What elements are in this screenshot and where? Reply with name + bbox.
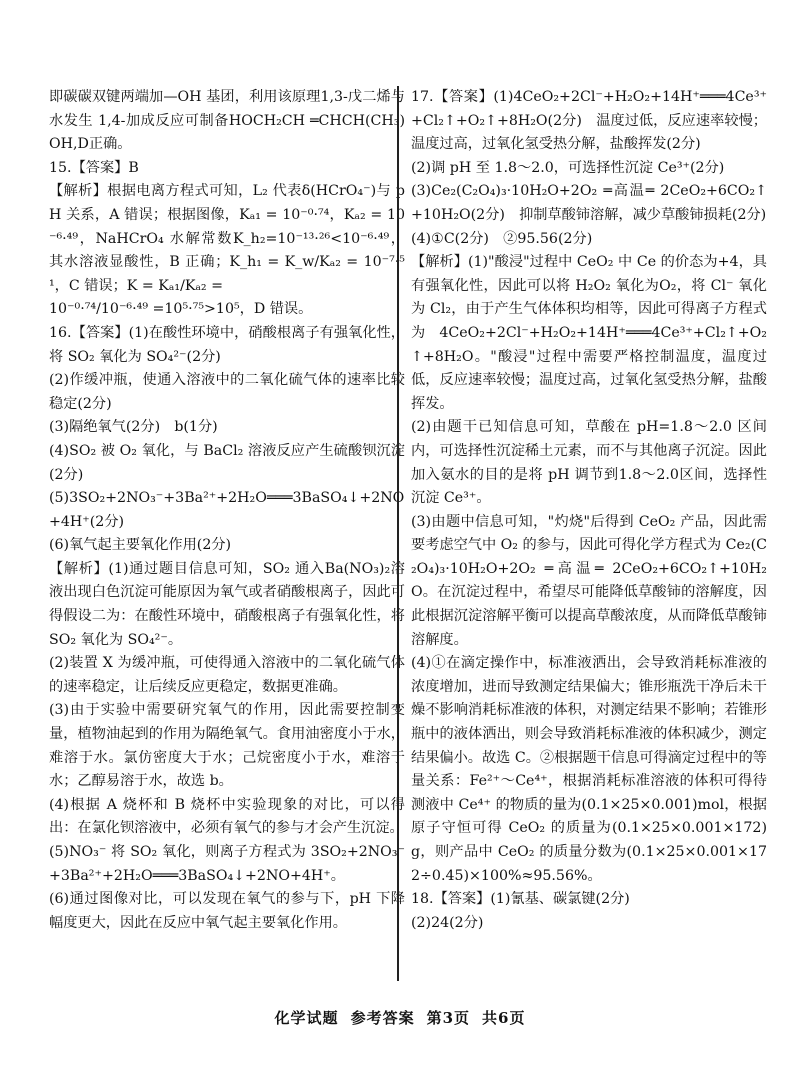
paragraph: (2)由题干已知信息可知，草酸在 pH=1.8～2.0 区间内，可选择性沉淀稀土元素，而不与其他离子沉淀。因此加入氨水的目的是将 pH 调节到1.8～2.0区间，选择性沉淀 Ce³⁺。 bbox=[411, 419, 767, 507]
paragraph: 15.【答案】B bbox=[49, 159, 139, 176]
paragraph: (3)由于实验中需要研究氧气的作用，因此需要控制变量，植物油起到的作用为隔绝氧气。食用油密度小于水，难溶于水。氯仿密度大于水；己烷密度小于水，难溶于水；乙醇易溶于水，故选 b。 bbox=[49, 702, 405, 790]
paragraph: (5)3SO₂+2NO₃⁻+3Ba²⁺+2H₂O═══3BaSO₄↓+2NO+4H⁺(2分) bbox=[49, 490, 405, 530]
paragraph: (6)通过图像对比，可以发现在氧气的参与下，pH 下降幅度更大，因此在反应中氧气起主要氧化作用。 bbox=[49, 891, 405, 931]
page-footer bbox=[0, 1007, 800, 1028]
left-column bbox=[49, 86, 410, 935]
column-divider bbox=[397, 86, 399, 981]
paragraph: 即碳碳双键两端加—OH 基团，利用该原理1,3-戊二烯与水发生 1,4-加成反应可制备HOCH₂CH ═CHCH(CH₃)OH,D正确。 bbox=[49, 89, 405, 153]
paragraph: (3)由题中信息可知，"灼烧"后得到 CeO₂ 产品，因此需要考虑空气中 O₂ 的参与，因此可得化学方程式为 Ce₂(C₂O₄)₃·10H₂O+2O₂ ═高温═ 2CeO₂+6CO₂↑+10H₂O。在沉淀过程中，希望尽可能降低草酸铈的溶解度，因此根据沉淀溶解平衡可以提高草酸浓度，从而降低草酸铈溶解度。 bbox=[411, 513, 767, 648]
footer-subject: 化学试题 bbox=[274, 1009, 339, 1027]
paragraph: 【解析】根据电离方程式可知，L₂ 代表δ(HCrO₄⁻)与 pH 关系，A 错误；根据图像，Kₐ₁ = 10⁻⁰·⁷⁴，Kₐ₂ = 10⁻⁶·⁴⁹，NaHCrO₄ 水解常数K_h₂=10⁻¹³·²⁶<10⁻⁶·⁴⁹，其水溶液显酸性，B 正确；K_h₁ = K_w/Kₐ₂ = 10⁻⁷·⁵¹，C 错误；K = Kₐ₁/Kₐ₂ = bbox=[49, 183, 405, 294]
paragraph: 17.【答案】(1)4CeO₂+2Cl⁻+H₂O₂+14H⁺═══4Ce³⁺+Cl₂↑+O₂↑+8H₂O(2分) 温度过低，反应速率较慢；温度过高，过氧化氢受热分解，盐酸挥发(2分) bbox=[411, 89, 767, 153]
paragraph: 18.【答案】(1)氰基、碳氯键(2分) bbox=[411, 891, 630, 908]
paragraph: (3)Ce₂(C₂O₄)₃·10H₂O+2O₂ ═高温═ 2CeO₂+6CO₂↑+10H₂O(2分) 抑制草酸铈溶解，减少草酸铈损耗(2分) bbox=[411, 183, 767, 223]
paragraph: 10⁻⁰·⁷⁴/10⁻⁶·⁴⁹ =10⁵·⁷⁵>10⁵，D 错误。 bbox=[49, 301, 313, 318]
footer-label: 参考答案 bbox=[350, 1009, 415, 1027]
paragraph: (5)NO₃⁻ 将 SO₂ 氧化，则离子方程式为 3SO₂+2NO₃⁻+3Ba²⁺+2H₂O═══3BaSO₄↓+2NO+4H⁺。 bbox=[49, 844, 405, 884]
paragraph: (2)作缓冲瓶，使通入溶液中的二氧化硫气体的速率比较稳定(2分) bbox=[49, 372, 405, 412]
paragraph: 【解析】(1)通过题目信息可知，SO₂ 通入Ba(NO₃)₂溶液出现白色沉淀可能原因为氧气或者硝酸根离子，因此可得假设二为：在酸性环境中，硝酸根离子有强氧化性，将 SO₂ 氧化为 SO₄²⁻。 bbox=[49, 560, 410, 648]
paragraph: (4)①C(2分) ②95.56(2分) bbox=[411, 230, 593, 247]
paragraph: 16.【答案】(1)在酸性环境中，硝酸根离子有强氧化性，将 SO₂ 氧化为 SO₄²⁻(2分) bbox=[49, 324, 405, 365]
paragraph: (2)调 pH 至 1.8～2.0，可选择性沉淀 Ce³⁺(2分) bbox=[411, 159, 725, 176]
paragraph: (2)24(2分) bbox=[411, 914, 484, 931]
footer-page: 第3页 bbox=[426, 1009, 471, 1027]
paragraph: 【解析】(1)"酸浸"过程中 CeO₂ 中 Ce 的价态为+4，具有强氧化性，因此可以将 H₂O₂ 氧化为O₂，将 Cl⁻ 氧化为 Cl₂，由于产生气体体积均相等，因此可得离子方程式为 4CeO₂+2Cl⁻+H₂O₂+14H⁺═══4Ce³⁺+Cl₂↑+O₂↑+8H₂O。"酸浸"过程中需要严格控制温度，温度过低，反应速率较慢；温度过高，过氧化氢受热分解，盐酸挥发。 bbox=[411, 254, 767, 412]
right-column bbox=[411, 86, 767, 935]
paragraph: (6)氧气起主要氧化作用(2分) bbox=[49, 537, 232, 554]
paragraph: (4)根据 A 烧杯和 B 烧杯中实验现象的对比，可以得出：在氯化钡溶液中，必须有氧气的参与才会产生沉淀。 bbox=[49, 796, 405, 837]
paragraph: (3)隔绝氧气(2分) b(1分) bbox=[49, 419, 218, 436]
footer-total: 共6页 bbox=[482, 1009, 526, 1027]
paragraph: (4)①在滴定操作中，标准液洒出，会导致消耗标准液的浓度增加，进而导致测定结果偏大；锥形瓶洗干净后未干燥不影响消耗标准液的体积，对测定结果不影响；若锥形瓶中的液体洒出，则会导致消耗标准液的体积减少，测定结果偏小。故选 C。②根据题干信息可得滴定过程中的等量关系：Fe²⁺～Ce⁴⁺，根据消耗标准溶液的体积可得待测液中 Ce⁴⁺ 的物质的量为(0.1×25×0.001)mol，根据原子守恒可得 CeO₂ 的质量为(0.1×25×0.001×172)g，则产品中 CeO₂ 的质量分数为(0.1×25×0.001×172÷0.45)×100%≈95.56%。 bbox=[411, 655, 767, 884]
paragraph: (2)装置 X 为缓冲瓶，可使得通入溶液中的二氧化硫气体的速率稳定，让后续反应更稳定，数据更准确。 bbox=[49, 655, 405, 695]
paragraph: (4)SO₂ 被 O₂ 氧化，与 BaCl₂ 溶液反应产生硫酸钡沉淀(2分) bbox=[49, 442, 405, 483]
